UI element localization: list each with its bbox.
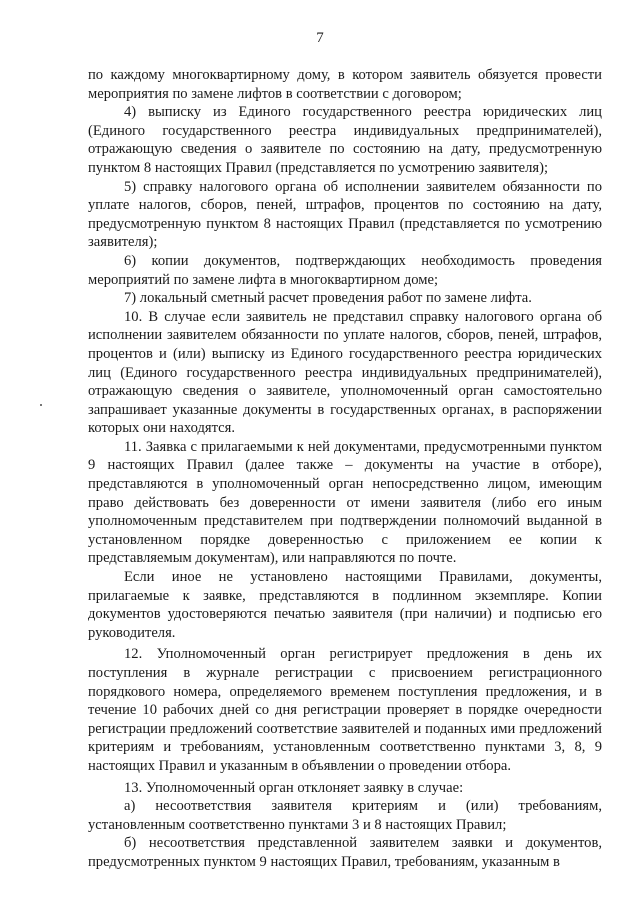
- paragraph-clause-13: 13. Уполномоченный орган отклоняет заявку в случае:: [124, 779, 464, 796]
- paragraph-continuation: по каждому многоквартирному дому, в котором заявитель обязуется провести мероприятия по замене лифтов в соответствии с договором;: [88, 67, 602, 102]
- paragraph-clause-10: 10. В случае если заявитель не представил справку налогового органа об исполнении заявителем обязанности по уплате налогов, сборов, пеней, штрафов, процентов и (или) выписку из Единого государственного реестра юридических лиц (Единого государственного реестра индивидуальных предпринимателей), отражающую сведения о заявителе, уполномоченный орган самостоятельно запрашивает указанные документы в государственных органах, в распоряжении которых они находятся.: [88, 308, 602, 437]
- document-body: [88, 66, 602, 872]
- paragraph-item-6: 6) копии документов, подтверждающих необходимость проведения мероприятий по замене лифта в многоквартирном доме;: [88, 252, 602, 288]
- paragraph-item-7: 7) локальный сметный расчет проведения работ по замене лифта.: [124, 290, 532, 307]
- paragraph-clause-13-b: б) несоответствия представленной заявителем заявки и документов, предусмотренных пунктом 9 настоящих Правил, требованиям, указанным в: [88, 835, 602, 870]
- paragraph-clause-12: 12. Уполномоченный орган регистрирует предложения в день их поступления в журнале регистрации с присвоением регистрационного порядкового номера, определяемого временем поступления предложения, и в течение 10 рабочих дней со дня регистрации проверяет в порядке очередности регистрации предложений соответствие заявителей и поданных ими предложений критериям и требованиям, установленным соответственно пунктами 3, 8, 9 настоящих Правил и указанным в объявлении о проведении отбора.: [88, 646, 602, 774]
- paragraph-item-5: 5) справку налогового органа об исполнении заявителем обязанности по уплате налогов, сборов, пеней, штрафов, процентов по состоянию на дату, предусмотренную пунктом 8 настоящих Правил (представляется по усмотрению заявителя);: [88, 178, 602, 251]
- page-number: 7: [316, 30, 324, 46]
- margin-speck: [40, 404, 42, 406]
- paragraph-clause-13-a: а) несоответствия заявителя критериям и (или) требованиям, установленным соответственно пунктами 3 и 8 настоящих Правил;: [88, 798, 602, 833]
- paragraph-item-4: 4) выписку из Единого государственного реестра юридических лиц (Единого государственного реестра индивидуальных предпринимателей), отражающую сведения о заявителе по состоянию на дату, предусмотренную пунктом 8 настоящих Правил (представляется по усмотрению заявителя);: [88, 104, 602, 176]
- paragraph-clause-11: 11. Заявка с прилагаемыми к ней документами, предусмотренными пунктом 9 настоящих Правил (далее также – документы на участие в отборе), представляются в уполномоченный орган непосредственно лицом, имеющим право действовать без доверенности от имени заявителя (либо его иным уполномоченным представителем при подтверждении полномочий выданной в установленном порядке доверенностью с приложением ее копии к представляемым документам), или направляются по почте.: [88, 438, 602, 567]
- paragraph-clause-11-note: Если иное не установлено настоящими Правилами, документы, прилагаемые к заявке, представляются в подлинном экземпляре. Копии документов удостоверяются печатью заявителя (при наличии) и подписью его руководителя.: [88, 569, 602, 641]
